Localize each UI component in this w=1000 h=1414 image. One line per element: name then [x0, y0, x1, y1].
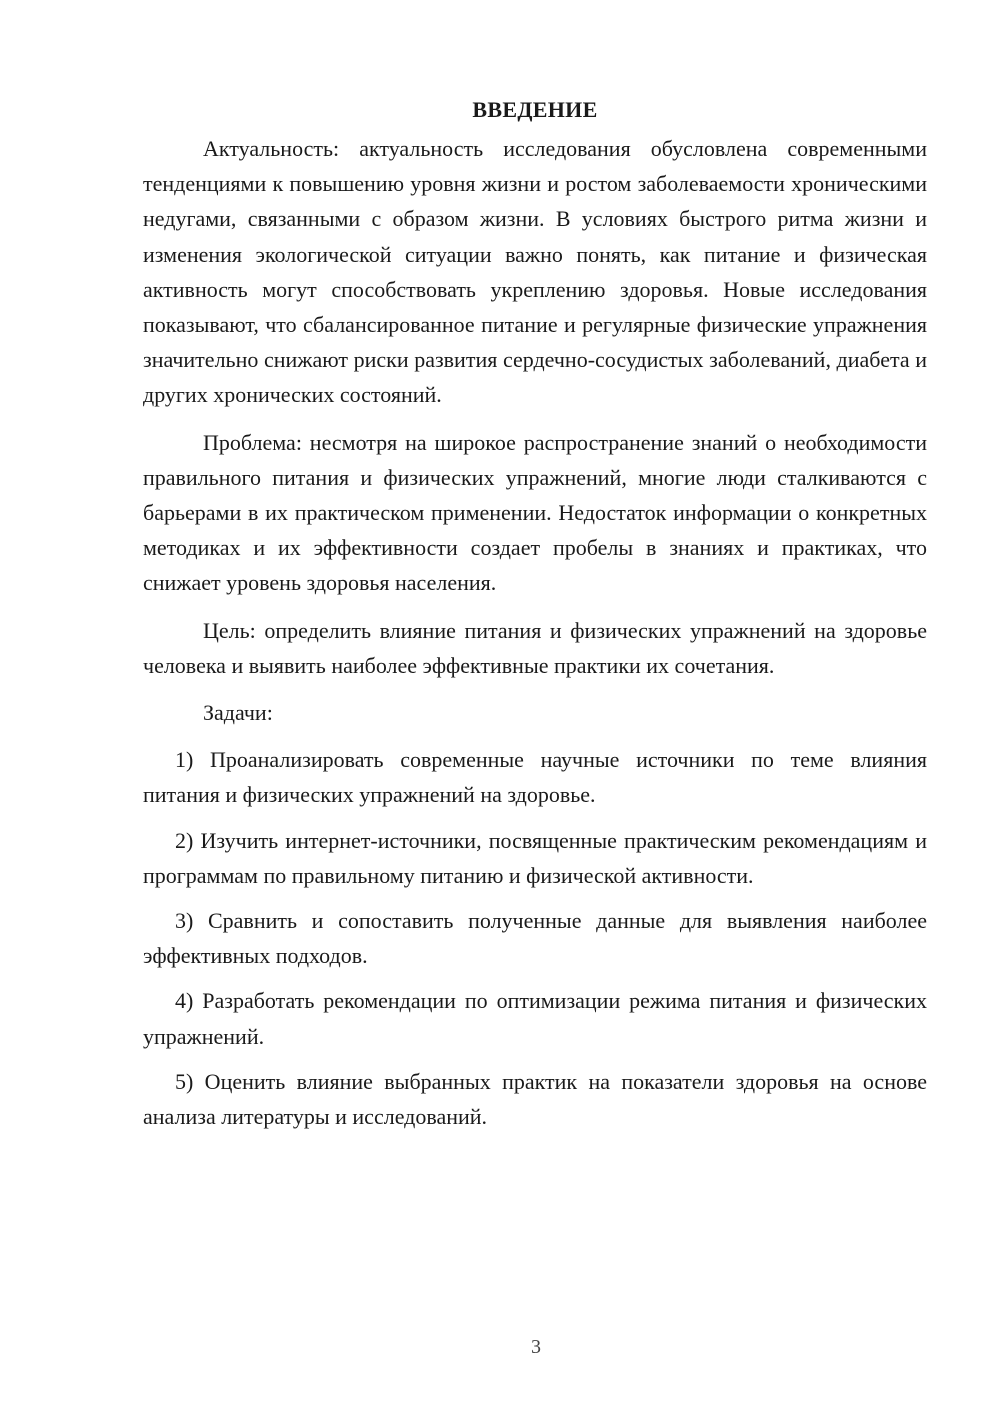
- task-item-2: 2) Изучить интернет-источники, посвященные практическим рекомендациям и программам по правильному питанию и физической активности.: [143, 827, 927, 888]
- paragraph-goal: Цель: определить влияние питания и физических упражнений на здоровье человека и выявить наиболее эффективные практики их сочетания.: [143, 617, 927, 678]
- page-number: 3: [531, 1336, 541, 1358]
- task-item-3: 3) Сравнить и сопоставить полученные данные для выявления наиболее эффективных подходов.: [143, 908, 927, 969]
- task-item-4: 4) Разработать рекомендации по оптимизации режима питания и физических упражнений.: [143, 988, 927, 1049]
- section-title: ВВЕДЕНИЕ: [472, 97, 598, 122]
- task-item-1: 1) Проанализировать современные научные источники по теме влияния питания и физических упражнений на здоровье.: [143, 747, 927, 808]
- paragraph-relevance: Актуальность: актуальность исследования обусловлена современными тенденциями к повышению уровня жизни и ростом заболеваемости хроническими недугами, связанными с образом жизни. В условиях быстрого ритма жизни и изменения экологической ситуации важно понять, как питание и физическая активность могут способствовать укреплению здоровья. Новые исследования показывают, что сбалансированное питание и регулярные физические упражнения значительно снижают риски развития сердечно-сосудистых заболеваний, диабета и других хронических состояний.: [143, 136, 927, 408]
- page-content: [143, 92, 927, 1144]
- task-item-5: 5) Оценить влияние выбранных практик на показатели здоровья на основе анализа литературы и исследований.: [143, 1068, 927, 1130]
- tasks-heading: Задачи:: [203, 700, 273, 726]
- paragraph-problem: Проблема: несмотря на широкое распространение знаний о необходимости правильного питания и физических упражнений, многие люди сталкиваются с барьерами в их практическом применении. Недостаток информации о конкретных методиках и их эффективности создает пробелы в знаниях и практиках, что снижает уровень здоровья населения.: [143, 429, 927, 596]
